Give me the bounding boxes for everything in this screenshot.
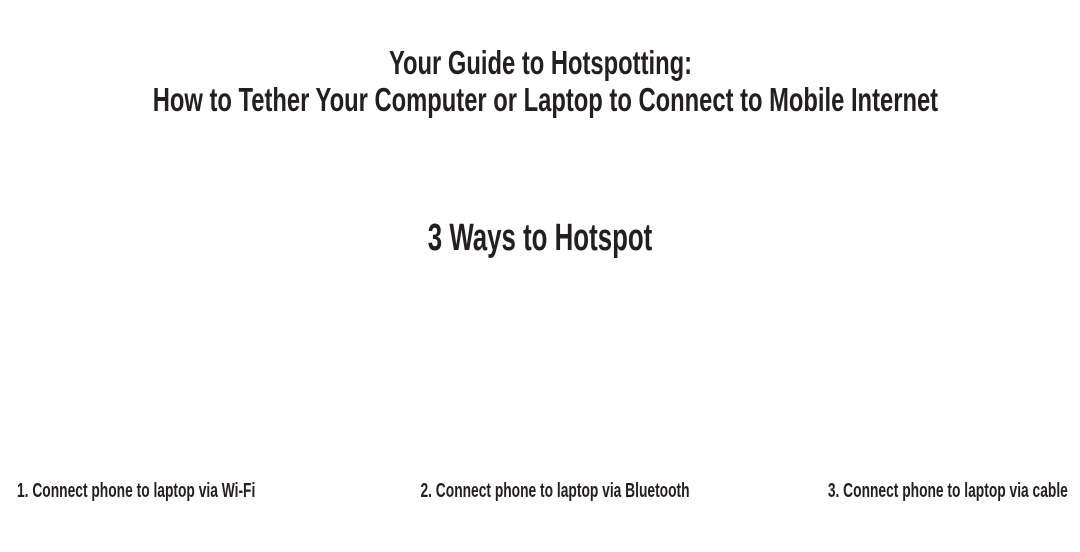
step-3-caption: 3. Connect phone to laptop via cable <box>827 480 1068 502</box>
step-1-caption: 1. Connect phone to laptop via Wi-Fi <box>17 480 256 502</box>
step-3-cell <box>720 478 1080 506</box>
section-heading-row <box>0 218 1080 263</box>
page-title-row-1 <box>0 44 1080 81</box>
page-title-line-2: How to Tether Your Computer or Laptop to Connect to Mobile Internet <box>152 81 939 118</box>
page-title <box>0 44 1080 118</box>
section-heading: 3 Ways to Hotspot <box>427 217 653 259</box>
step-1-cell <box>0 478 360 506</box>
page-title-row-2 <box>0 81 1080 118</box>
page-title-line-1: Your Guide to Hotspotting: <box>388 44 692 81</box>
steps-row <box>0 478 1080 506</box>
step-2-cell <box>360 478 720 506</box>
step-2-caption: 2. Connect phone to laptop via Bluetooth <box>420 480 690 502</box>
